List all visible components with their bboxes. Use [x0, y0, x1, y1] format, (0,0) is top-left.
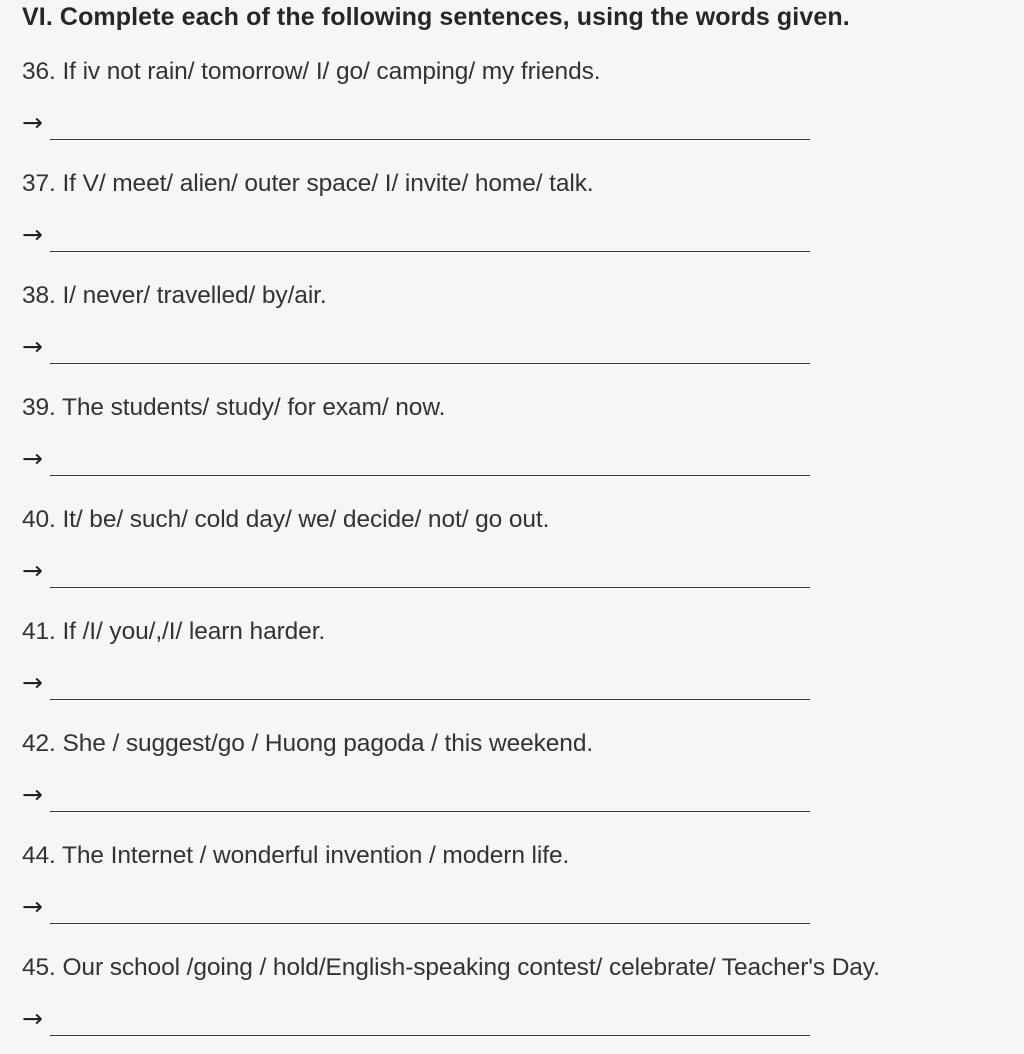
- exercise-item-41: [0, 618, 1024, 730]
- answer-line[interactable]: [22, 670, 810, 706]
- exercise-title: VI. Complete each of the following sentences, using the words given.: [22, 3, 850, 31]
- item-prompt: 44. The Internet / wonderful invention / modern life.: [22, 842, 570, 869]
- answer-line[interactable]: [22, 894, 810, 930]
- answer-line[interactable]: [22, 446, 810, 482]
- arrow-icon: →: [22, 892, 43, 921]
- item-prompt: 38. I/ never/ travelled/ by/air.: [22, 282, 327, 309]
- exercise-item-37: [0, 170, 1024, 282]
- answer-line[interactable]: [22, 334, 810, 370]
- item-prompt: 41. If /I/ you/,/I/ learn harder.: [22, 618, 326, 645]
- item-prompt: 36. If iv not rain/ tomorrow/ I/ go/ camping/ my friends.: [22, 58, 601, 85]
- exercise-item-42: [0, 730, 1024, 842]
- answer-blank[interactable]: [50, 475, 810, 476]
- exercise-item-44: [0, 842, 1024, 954]
- exercise-item-45: [0, 954, 1024, 1054]
- arrow-icon: →: [22, 444, 43, 473]
- answer-blank[interactable]: [50, 923, 810, 924]
- exercise-item-36: [0, 58, 1024, 170]
- item-prompt: 45. Our school /going / hold/English-speaking contest/ celebrate/ Teacher's Day.: [22, 954, 880, 981]
- answer-line[interactable]: [22, 782, 810, 818]
- answer-blank[interactable]: [50, 1035, 810, 1036]
- answer-blank[interactable]: [50, 699, 810, 700]
- answer-line[interactable]: [22, 222, 810, 258]
- answer-blank[interactable]: [50, 251, 810, 252]
- item-prompt: 37. If V/ meet/ alien/ outer space/ I/ invite/ home/ talk.: [22, 170, 594, 197]
- answer-blank[interactable]: [50, 811, 810, 812]
- answer-line[interactable]: [22, 558, 810, 594]
- item-prompt: 40. It/ be/ such/ cold day/ we/ decide/ not/ go out.: [22, 506, 550, 533]
- answer-blank[interactable]: [50, 139, 810, 140]
- answer-blank[interactable]: [50, 587, 810, 588]
- item-prompt: 39. The students/ study/ for exam/ now.: [22, 394, 446, 421]
- arrow-icon: →: [22, 668, 43, 697]
- arrow-icon: →: [22, 556, 43, 585]
- answer-line[interactable]: [22, 110, 810, 146]
- arrow-icon: →: [22, 220, 43, 249]
- arrow-icon: →: [22, 1004, 43, 1033]
- item-prompt: 42. She / suggest/go / Huong pagoda / this weekend.: [22, 730, 594, 757]
- answer-line[interactable]: [22, 1006, 810, 1042]
- exercise-item-39: [0, 394, 1024, 506]
- exercise-item-38: [0, 282, 1024, 394]
- answer-blank[interactable]: [50, 363, 810, 364]
- arrow-icon: →: [22, 780, 43, 809]
- arrow-icon: →: [22, 332, 43, 361]
- exercise-item-40: [0, 506, 1024, 618]
- arrow-icon: →: [22, 108, 43, 137]
